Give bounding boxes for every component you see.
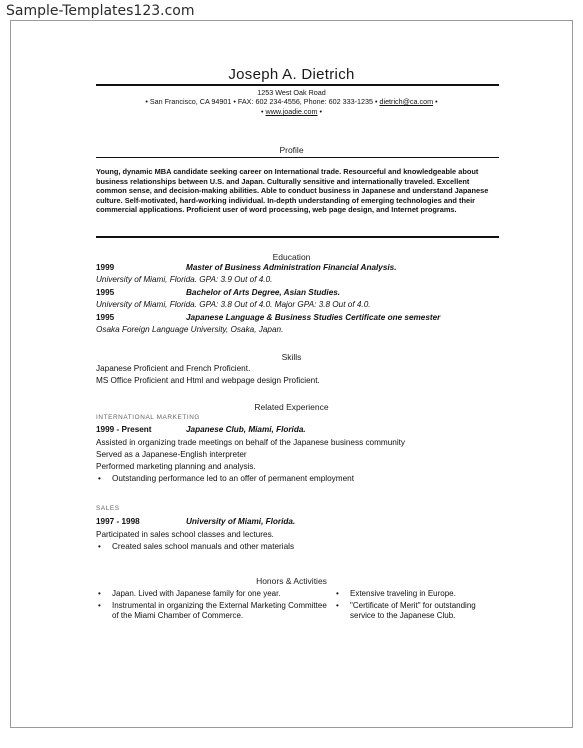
- education-institution: Osaka Foreign Language University, Osaka, Japan.: [96, 325, 284, 334]
- contact-line: [0, 97, 583, 106]
- website-suffix: •: [319, 107, 322, 116]
- contact-suffix: •: [435, 97, 438, 106]
- honors-item: [336, 601, 506, 621]
- honors-item: [98, 589, 333, 599]
- education-entry-3: [96, 313, 440, 322]
- education-heading: Education: [272, 252, 311, 262]
- experience-line: Performed marketing planning and analysis.: [96, 462, 256, 471]
- experience-category: INTERNATIONAL MARKETING: [96, 414, 200, 421]
- education-institution: University of Miami, Florida. GPA: 3.9 Out of 4.0.: [96, 275, 273, 284]
- bullet-icon: •: [98, 474, 101, 483]
- email-link[interactable]: dietrich@ca.com: [379, 97, 434, 106]
- experience-heading: Related Experience: [254, 402, 329, 412]
- experience-entry-1: [96, 425, 306, 434]
- experience-line: Served as a Japanese-English interpreter: [96, 450, 247, 459]
- education-entry-2: [96, 288, 340, 297]
- profile-bottom-rule: [96, 236, 499, 238]
- honors-item: [98, 601, 333, 621]
- honors-heading: Honors & Activities: [256, 576, 327, 586]
- honors-text: Instrumental in organizing the External Marketing Committee of the Miami Chamber of Commerce.: [112, 601, 327, 620]
- honors-text: Extensive traveling in Europe.: [350, 589, 456, 598]
- profile-heading: Profile: [279, 145, 304, 155]
- header-rule: [96, 84, 499, 86]
- experience-category: SALES: [96, 505, 120, 512]
- education-year: 1995: [96, 288, 115, 297]
- resume-name: Joseph A. Dietrich: [228, 66, 355, 83]
- experience-line: Assisted in organizing trade meetings on behalf of the Japanese business community: [96, 438, 406, 447]
- bullet-icon: •: [336, 589, 339, 598]
- bullet-icon: •: [98, 589, 101, 598]
- experience-org: Japanese Club, Miami, Florida.: [186, 425, 306, 434]
- experience-bullet-text: Outstanding performance led to an offer of permanent employment: [112, 474, 354, 483]
- honors-item: [336, 589, 506, 599]
- skill-item: Japanese Proficient and French Proficient.: [96, 364, 251, 373]
- experience-bullet: [98, 474, 354, 483]
- education-entry-1: [96, 263, 397, 272]
- page-frame: [10, 20, 573, 728]
- experience-period: 1997 - 1998: [96, 517, 140, 526]
- bullet-icon: •: [336, 601, 339, 610]
- honors-text: Japan. Lived with Japanese family for one year.: [112, 589, 281, 598]
- skills-heading: Skills: [281, 352, 302, 362]
- experience-org: University of Miami, Florida.: [186, 517, 296, 526]
- bullet-icon: •: [98, 542, 101, 551]
- website-line: [0, 107, 583, 116]
- experience-bullet: [98, 542, 294, 551]
- address-line: 1253 West Oak Road: [257, 88, 326, 97]
- experience-period: 1999 - Present: [96, 425, 152, 434]
- profile-text: Young, dynamic MBA candidate seeking career on International trade. Resourceful and knowledgeable about business relationships between U.S. and Japan. Culturally sensitive and internationally traveled. Excellent common sense, and decision-making abilities. Able to conduct business in Japanese and understand Japanese culture. Self-motivated, hard-working individual. In-depth understanding of emerging technologies and their commercial applications. Proficient user of word processing, web page design, and Internet programs.: [96, 167, 489, 215]
- skill-item: MS Office Proficient and Html and webpage design Proficient.: [96, 376, 320, 385]
- profile-top-rule: [96, 157, 499, 158]
- honors-text: "Certificate of Merit" for outstanding service to the Japanese Club.: [350, 601, 476, 620]
- experience-line: Participated in sales school classes and lectures.: [96, 530, 274, 539]
- contact-prefix: • San Francisco, CA 94901 • FAX: 602 234-4556, Phone: 602 333-1235 •: [145, 97, 378, 106]
- website-prefix: •: [261, 107, 264, 116]
- education-degree: Bachelor of Arts Degree, Asian Studies.: [186, 288, 341, 297]
- education-degree: Master of Business Administration Financial Analysis.: [186, 263, 397, 272]
- experience-entry-2: [96, 517, 295, 526]
- education-degree: Japanese Language & Business Studies Certificate one semester: [186, 313, 441, 322]
- education-year: 1995: [96, 313, 115, 322]
- website-link[interactable]: www.joadie.com: [265, 107, 318, 116]
- education-year: 1999: [96, 263, 115, 272]
- education-institution: University of Miami, Florida. GPA: 3.8 Out of 4.0. Major GPA: 3.8 Out of 4.0.: [96, 300, 371, 309]
- experience-bullet-text: Created sales school manuals and other materials: [112, 542, 295, 551]
- bullet-icon: •: [98, 601, 101, 610]
- watermark-text: Sample-Templates123.com: [6, 3, 195, 19]
